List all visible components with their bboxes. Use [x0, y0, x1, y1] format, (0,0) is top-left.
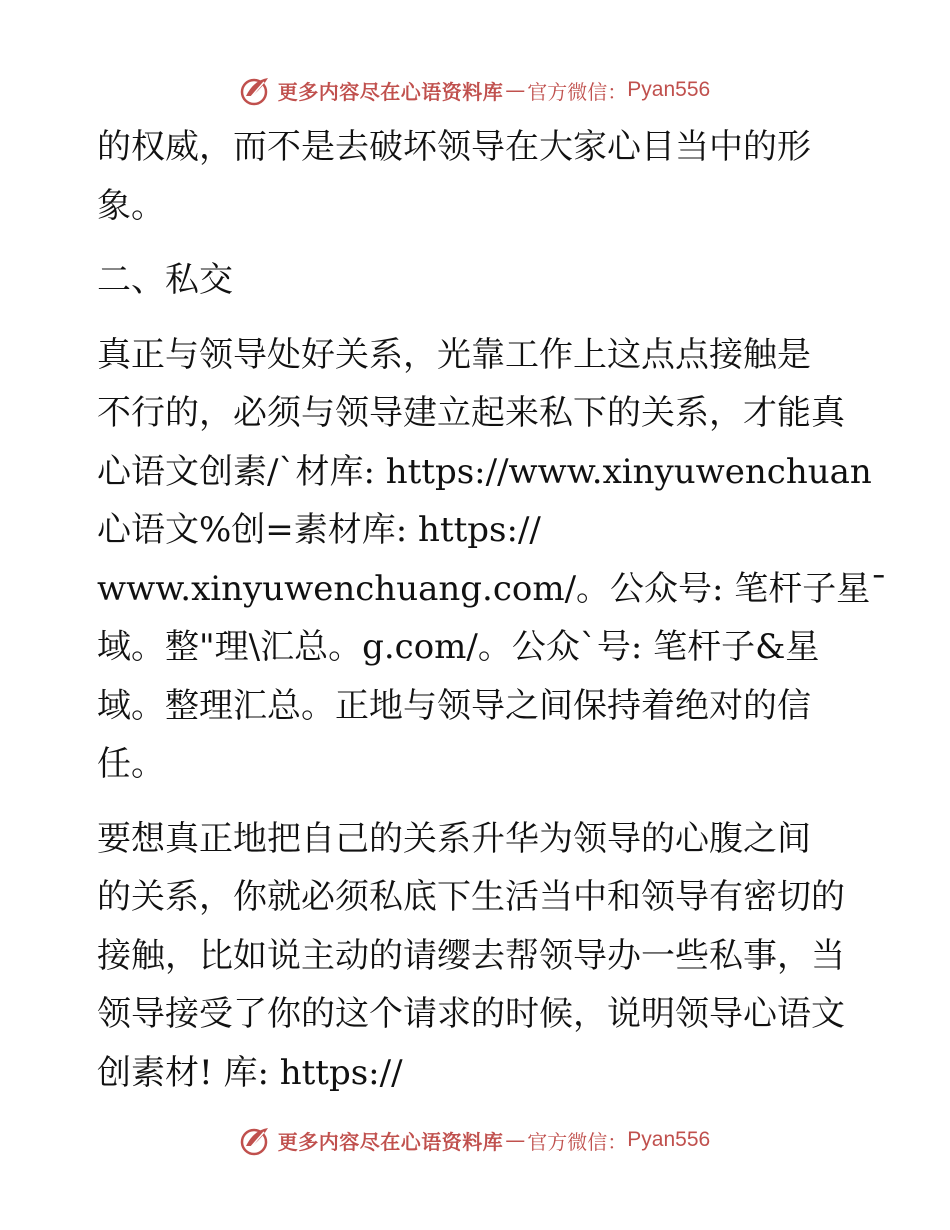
text-line: 心语文%创=素材库: https://: [97, 510, 541, 550]
text-line: 任。: [97, 744, 165, 784]
quill-logo-icon: [240, 1124, 272, 1156]
text-line: 域。整理汇总。正地与领导之间保持着绝对的信: [97, 685, 811, 726]
text-line: 象。: [97, 185, 165, 226]
quill-logo-icon: [240, 74, 272, 106]
paragraph-2: [97, 326, 888, 794]
wechat-label: 官方微信：: [527, 1129, 628, 1154]
text-line: 不行的，必须与领导建立起来私下的关系，才能真: [97, 393, 845, 433]
section-heading: [97, 251, 857, 310]
separator: —: [505, 78, 526, 102]
document-body: [97, 118, 888, 1102]
text-line: www.xinyuwenchuang.com/。公众号: 笔杆子星¯: [97, 568, 888, 609]
text-line: 的关系，你就必须私底下生活当中和领导有密切的: [97, 877, 845, 917]
wechat-label: 官方微信：: [527, 79, 628, 104]
header-banner: [0, 70, 950, 110]
text-line: 领导接受了你的这个请求的时候，说明领导心语文: [97, 994, 845, 1034]
site-name: 更多内容尽在心语资料库: [277, 1129, 504, 1154]
heading-text: 二、私交: [97, 260, 233, 300]
text-line: 接触，比如说主动的请缨去帮领导办一些私事，当: [97, 935, 845, 976]
wechat-id: Pyan556: [627, 78, 711, 101]
paragraph-1: [97, 118, 857, 235]
text-line: 的权威，而不是去破坏领导在大家心目当中的形: [97, 127, 811, 167]
paragraph-3: [97, 810, 857, 1103]
text-line: 创素材! 库: https://: [97, 1052, 403, 1093]
footer-banner: [0, 1120, 950, 1160]
text-line: 要想真正地把自己的关系升华为领导的心腹之间: [97, 818, 811, 859]
wechat-id: Pyan556: [627, 1128, 711, 1151]
text-line: 真正与领导处好关系，光靠工作上这点点接触是: [97, 334, 811, 375]
text-line: 域。整"理\汇总。g.com/。公众`号: 笔杆子&星: [97, 627, 820, 667]
text-line: 心语文创素/`材库: https://www.xinyuwenchuan: [97, 451, 872, 492]
site-name: 更多内容尽在心语资料库: [277, 79, 504, 104]
separator: —: [505, 1128, 526, 1152]
